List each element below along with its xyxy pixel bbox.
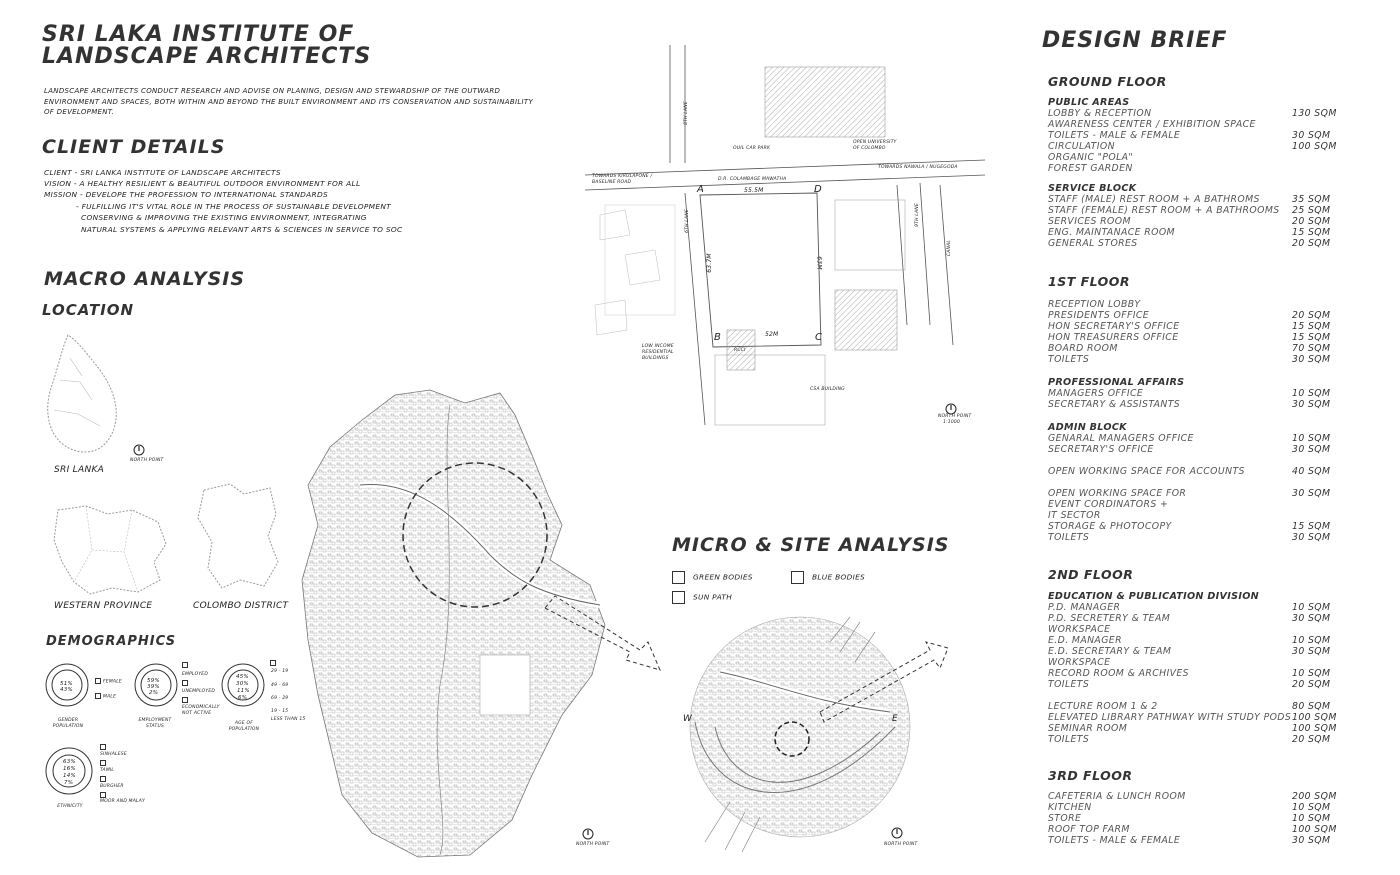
brief-row bbox=[1048, 238, 1368, 249]
ethnicity-legend-1 bbox=[100, 744, 108, 752]
brief-row bbox=[1048, 532, 1368, 543]
row-area: 20 SQM bbox=[1292, 734, 1331, 745]
legend-sun-label: SUN PATH bbox=[693, 592, 733, 602]
ethnicity-value-2: 16% bbox=[63, 766, 76, 772]
client-line-4: - FULFILLING IT'S VITAL ROLE IN THE PROCESS OF SUSTAINABLE DEVELOPMENT bbox=[76, 202, 391, 211]
client-line-3: MISSION - DEVELOPE THE PROFESSION TO INTERNATIONAL STANDARDS bbox=[44, 190, 328, 199]
site-north-label: NORTH POINT bbox=[938, 414, 972, 419]
sri-lanka-map bbox=[40, 330, 130, 460]
brief-row bbox=[1048, 712, 1368, 723]
brief-row bbox=[1048, 701, 1368, 712]
row-area: 100 SQM bbox=[1292, 141, 1337, 152]
row-label: IT SECTOR bbox=[1048, 510, 1101, 521]
row-label: HON SECRETARY'S OFFICE bbox=[1048, 321, 1180, 332]
row-label: KITCHEN bbox=[1048, 802, 1092, 813]
brief-row bbox=[1048, 734, 1368, 745]
floor-title: 1ST FLOOR bbox=[1048, 274, 1131, 289]
row-label: TOILETS bbox=[1048, 734, 1090, 745]
row-area: 20 SQM bbox=[1292, 216, 1331, 227]
brief-row bbox=[1048, 813, 1368, 824]
site-point-b: B bbox=[714, 332, 721, 343]
legend-box bbox=[182, 697, 188, 703]
brief-row bbox=[1048, 141, 1368, 152]
row-area: 30 SQM bbox=[1292, 444, 1331, 455]
row-label: BOARD ROOM bbox=[1048, 343, 1118, 354]
colombo-district-label: COLOMBO DISTRICT bbox=[193, 601, 289, 611]
group-title: PUBLIC AREAS bbox=[1048, 97, 1130, 108]
ethnicity-value-3: 14% bbox=[63, 773, 76, 779]
row-label: WORKSPACE bbox=[1048, 657, 1111, 668]
age-value-1: 45% bbox=[236, 674, 249, 680]
age-value-4: 6% bbox=[238, 695, 248, 701]
legend-box bbox=[182, 680, 188, 686]
brief-row bbox=[1048, 477, 1368, 488]
row-area: 25 SQM bbox=[1292, 205, 1331, 216]
brief-row bbox=[1048, 488, 1368, 499]
site-dim-left: 63.7M bbox=[705, 253, 713, 273]
legend-box bbox=[95, 678, 101, 684]
site-dim-right: 63M bbox=[815, 256, 823, 270]
lane-left-label: 6TH LANE bbox=[684, 209, 690, 233]
legend-green bbox=[672, 571, 753, 584]
university-label: OPEN UNIVERSITY OF COLOMBO bbox=[853, 140, 897, 151]
employment-legend-2 bbox=[182, 680, 190, 688]
legend-box bbox=[100, 792, 106, 798]
checkbox bbox=[672, 571, 685, 584]
row-area: 35 SQM bbox=[1292, 194, 1331, 205]
legend-box bbox=[100, 776, 106, 782]
age-legend-c: 69 - 29 bbox=[271, 696, 289, 701]
micro-north-label: NORTH POINT bbox=[884, 842, 918, 847]
north-point-icon bbox=[133, 444, 145, 456]
legend-blue-label: BLUE BODIES bbox=[812, 572, 866, 582]
row-label: CIRCULATION bbox=[1048, 141, 1115, 152]
row-area: 30 SQM bbox=[1292, 835, 1331, 846]
row-label: EVENT CORDINATORS + bbox=[1048, 499, 1169, 510]
brief-row bbox=[1048, 163, 1368, 174]
brief-row bbox=[1048, 690, 1368, 701]
row-label: TOILETS bbox=[1048, 679, 1090, 690]
brief-third bbox=[1048, 768, 1368, 846]
client-heading: CLIENT DETAILS bbox=[42, 136, 226, 158]
north-point-icon bbox=[580, 826, 596, 842]
row-label: OPEN WORKING SPACE FOR ACCOUNTS bbox=[1048, 466, 1245, 477]
row-label: SECRETARY'S OFFICE bbox=[1048, 444, 1154, 455]
row-area: 200 SQM bbox=[1292, 791, 1337, 802]
micro-site-map bbox=[690, 612, 970, 852]
east-label: E bbox=[892, 714, 898, 724]
row-area: 30 SQM bbox=[1292, 354, 1331, 365]
row-area: 30 SQM bbox=[1292, 399, 1331, 410]
brief-second bbox=[1048, 567, 1368, 745]
intro-text: LANDSCAPE ARCHITECTS CONDUCT RESEARCH AND ADVISE ON PLANING, DESIGN AND STEWARDSHIP OF THE OUTWARD ENVIRONMENT AND SPACES, BOTH WITHIN AND BEYOND THE BUILT ENVIRONMENT AND ITS CONSERVATION AND SUSTAINABILITY OF DEVELOPMENT. bbox=[44, 87, 534, 116]
brief-row bbox=[1048, 194, 1368, 205]
west-label: W bbox=[683, 714, 692, 724]
legend-box bbox=[270, 660, 276, 666]
row-area: 100 SQM bbox=[1292, 723, 1337, 734]
brief-row bbox=[1048, 624, 1368, 635]
age-legend-b: 49 - 69 bbox=[271, 683, 289, 688]
floor-title: 2ND FLOOR bbox=[1048, 567, 1134, 582]
location-heading: LOCATION bbox=[42, 301, 135, 319]
row-label: FOREST GARDEN bbox=[1048, 163, 1133, 174]
road-left-label: TOWARDS KIRULAPONE / BASELINE ROAD bbox=[592, 174, 653, 185]
low-income-label: LOW INCOME RESIDENTIAL BUILDINGS bbox=[642, 344, 674, 361]
row-label: TOILETS - MALE & FEMALE bbox=[1048, 130, 1181, 141]
brief-row bbox=[1048, 444, 1368, 455]
brief-row bbox=[1048, 668, 1368, 679]
checkbox bbox=[672, 591, 685, 604]
row-area: 10 SQM bbox=[1292, 635, 1331, 646]
group-title: PROFESSIONAL AFFAIRS bbox=[1048, 377, 1185, 388]
row-label: ROOF TOP FARM bbox=[1048, 824, 1130, 835]
row-area: 10 SQM bbox=[1292, 802, 1331, 813]
row-label: TOILETS - MALE & FEMALE bbox=[1048, 835, 1181, 846]
row-area: 130 SQM bbox=[1292, 108, 1337, 119]
row-area: 10 SQM bbox=[1292, 668, 1331, 679]
road-right-label: TOWARDS NAWALA / NUGEGODA bbox=[878, 165, 958, 170]
brief-row bbox=[1048, 455, 1368, 466]
row-label: LECTURE ROOM 1 & 2 bbox=[1048, 701, 1158, 712]
row-label: MANAGERS OFFICE bbox=[1048, 388, 1144, 399]
gender-legend-male: MALE bbox=[103, 694, 117, 700]
csa-label: CSA BUILDING bbox=[810, 387, 845, 392]
age-legend-e: LESS THAN 15 bbox=[271, 717, 306, 722]
employment-value-3: 2% bbox=[149, 690, 159, 696]
brief-row bbox=[1048, 433, 1368, 444]
row-area: 30 SQM bbox=[1292, 613, 1331, 624]
brief-row bbox=[1048, 521, 1368, 532]
row-area: 30 SQM bbox=[1292, 532, 1331, 543]
client-line-5: CONSERVING & IMPROVING THE EXISTING ENVIRONMENT, INTEGRATING bbox=[81, 213, 367, 222]
site-dim-bottom: 52M bbox=[765, 331, 779, 338]
row-label: GENERAL STORES bbox=[1048, 238, 1138, 249]
ethnicity-value-4: 7% bbox=[64, 780, 74, 786]
row-label: E.D. SECRETARY & TEAM bbox=[1048, 646, 1172, 657]
north-point-icon bbox=[890, 826, 904, 840]
rcci-label: RCCI bbox=[734, 348, 746, 353]
brief-row bbox=[1048, 466, 1368, 477]
brief-row bbox=[1048, 227, 1368, 238]
row-label: RECEPTION LOBBY bbox=[1048, 299, 1141, 310]
lane-top-label: 8TH LANE bbox=[683, 101, 689, 125]
brief-row bbox=[1048, 679, 1368, 690]
employment-value-1: 59% bbox=[147, 678, 160, 684]
group-title: EDUCATION & PUBLICATION DIVISION bbox=[1048, 591, 1259, 602]
legend-box bbox=[95, 693, 101, 699]
row-area: 10 SQM bbox=[1292, 433, 1331, 444]
row-area: 30 SQM bbox=[1292, 130, 1331, 141]
row-area: 15 SQM bbox=[1292, 321, 1331, 332]
row-area: 70 SQM bbox=[1292, 343, 1331, 354]
western-province-label: WESTERN PROVINCE bbox=[54, 601, 153, 611]
row-area: 100 SQM bbox=[1292, 824, 1337, 835]
row-area: 10 SQM bbox=[1292, 813, 1331, 824]
brief-row bbox=[1048, 216, 1368, 227]
brief-row bbox=[1048, 602, 1368, 613]
site-point-d: D bbox=[814, 184, 822, 195]
row-label: WORKSPACE bbox=[1048, 624, 1111, 635]
checkbox bbox=[791, 571, 804, 584]
client-line-1: CLIENT - SRI LANKA INSTITUTE OF LANDSCAPE ARCHITECTS bbox=[44, 168, 281, 177]
page-title-line1: SRI LAKA INSTITUTE OF bbox=[42, 22, 355, 47]
row-label: SERVICES ROOM bbox=[1048, 216, 1131, 227]
brief-row bbox=[1048, 321, 1368, 332]
brief-row bbox=[1048, 635, 1368, 646]
row-label: GENARAL MANAGERS OFFICE bbox=[1048, 433, 1194, 444]
row-area: 80 SQM bbox=[1292, 701, 1331, 712]
row-label: LOBBY & RECEPTION bbox=[1048, 108, 1152, 119]
brief-row bbox=[1048, 835, 1368, 846]
row-label: TOILETS bbox=[1048, 532, 1090, 543]
brief-row bbox=[1048, 119, 1368, 130]
employment-caption: EMPLOYMENT STATUS bbox=[138, 718, 172, 729]
row-area: 30 SQM bbox=[1292, 646, 1331, 657]
row-area: 10 SQM bbox=[1292, 602, 1331, 613]
row-label: HON TREASURERS OFFICE bbox=[1048, 332, 1179, 343]
western-province-map bbox=[48, 500, 178, 600]
north-point-label: NORTH POINT bbox=[130, 458, 164, 463]
brief-row bbox=[1048, 310, 1368, 321]
row-area: 20 SQM bbox=[1292, 310, 1331, 321]
ethnicity-legend-3 bbox=[100, 776, 108, 784]
row-label: TOILETS bbox=[1048, 354, 1090, 365]
brief-row bbox=[1048, 510, 1368, 521]
brief-row bbox=[1048, 657, 1368, 668]
row-label: P.D. SECRETERY & TEAM bbox=[1048, 613, 1171, 624]
colombo-district-map bbox=[190, 478, 290, 598]
ethnicity-legend-d: MOOR AND MALAY bbox=[100, 799, 145, 804]
sri-lanka-label: SRI LANKA bbox=[54, 465, 105, 475]
client-line-2: VISION - A HEALTHY RESILIENT & BEAUTIFUL OUTDOOR ENVIRONMENT FOR ALL bbox=[44, 179, 361, 188]
design-brief-heading: DESIGN BRIEF bbox=[1042, 28, 1228, 53]
brief-row bbox=[1048, 791, 1368, 802]
row-label: STORAGE & PHOTOCOPY bbox=[1048, 521, 1172, 532]
gender-caption: GENDER POPULATION bbox=[52, 718, 84, 729]
legend-sun bbox=[672, 591, 732, 604]
row-label: STAFF (FEMALE) REST ROOM + A BATHROOMS bbox=[1048, 205, 1280, 216]
row-label: P.D. MANAGER bbox=[1048, 602, 1121, 613]
floor-title: 3RD FLOOR bbox=[1048, 768, 1133, 783]
row-label: ORGANIC "POLA" bbox=[1048, 152, 1134, 163]
employment-legend-3 bbox=[182, 697, 190, 705]
ethnicity-value-1: 63% bbox=[63, 759, 76, 765]
site-point-a: A bbox=[697, 184, 704, 195]
group-title: SERVICE BLOCK bbox=[1048, 183, 1137, 194]
gender-legend-female: FEMALE bbox=[103, 679, 122, 685]
site-plan bbox=[585, 45, 1005, 435]
row-label: AWARENESS CENTER / EXHIBITION SPACE bbox=[1048, 119, 1256, 130]
brief-row bbox=[1048, 152, 1368, 163]
site-dim-top: 55.5M bbox=[744, 187, 764, 194]
employment-value-2: 39% bbox=[147, 684, 160, 690]
brief-row bbox=[1048, 399, 1368, 410]
row-area: 40 SQM bbox=[1292, 466, 1331, 477]
canal-label: CANAL bbox=[947, 239, 953, 257]
employment-legend-employed: EMPLOYED bbox=[182, 672, 209, 677]
row-area: 100 SQM bbox=[1292, 712, 1337, 723]
brief-row bbox=[1048, 108, 1368, 119]
legend-box bbox=[100, 760, 106, 766]
site-scale-label: 1:1000 bbox=[943, 420, 961, 425]
brief-row bbox=[1048, 343, 1368, 354]
employment-legend-notactive: ECONOMICALLY NOT ACTIVE bbox=[182, 705, 220, 716]
row-area: 30 SQM bbox=[1292, 488, 1331, 499]
employment-legend-unemployed: UNEMPLOYED bbox=[182, 689, 216, 694]
ethnicity-caption: ETHNICITY bbox=[57, 804, 83, 809]
row-area: 15 SQM bbox=[1292, 227, 1331, 238]
age-legend-a: 29 - 19 bbox=[271, 669, 289, 674]
brief-row bbox=[1048, 824, 1368, 835]
row-label: SECRETARY & ASSISTANTS bbox=[1048, 399, 1181, 410]
micro-heading: MICRO & SITE ANALYSIS bbox=[672, 534, 950, 556]
ethnicity-legend-2 bbox=[100, 760, 108, 768]
row-label: STORE bbox=[1048, 813, 1082, 824]
brief-row bbox=[1048, 388, 1368, 399]
brief-row bbox=[1048, 613, 1368, 624]
row-label: PRESIDENTS OFFICE bbox=[1048, 310, 1150, 321]
row-area: 15 SQM bbox=[1292, 521, 1331, 532]
gender-legend bbox=[95, 678, 122, 686]
age-value-3: 11% bbox=[237, 688, 250, 694]
row-area: 20 SQM bbox=[1292, 679, 1331, 690]
row-label: CAFETERIA & LUNCH ROOM bbox=[1048, 791, 1186, 802]
age-value-2: 30% bbox=[236, 681, 249, 687]
legend-box bbox=[182, 662, 188, 668]
age-caption: AGE OF POPULATION bbox=[228, 721, 260, 732]
row-label: STAFF (MALE) REST ROOM + A BATHROMS bbox=[1048, 194, 1260, 205]
brief-row bbox=[1048, 332, 1368, 343]
brief-first bbox=[1048, 274, 1368, 543]
legend-box bbox=[100, 744, 106, 750]
legend-green-label: GREEN BODIES bbox=[693, 572, 753, 582]
row-label: RECORD ROOM & ARCHIVES bbox=[1048, 668, 1189, 679]
floor-title: GROUND FLOOR bbox=[1048, 74, 1167, 89]
main-road-label: D.R. COLAMBAGE MAWATHA bbox=[718, 177, 787, 182]
brief-row bbox=[1048, 646, 1368, 657]
row-label: SEMINAR ROOM bbox=[1048, 723, 1128, 734]
brief-row bbox=[1048, 723, 1368, 734]
car-park-label: OUIL CAR PARK bbox=[733, 146, 771, 151]
brief-row bbox=[1048, 205, 1368, 216]
row-label: OPEN WORKING SPACE FOR bbox=[1048, 488, 1187, 499]
row-area: 10 SQM bbox=[1292, 388, 1331, 399]
brief-row bbox=[1048, 130, 1368, 141]
gender-value-1: 51% bbox=[60, 681, 73, 687]
row-area: 15 SQM bbox=[1292, 332, 1331, 343]
brief-row bbox=[1048, 802, 1368, 813]
legend-blue bbox=[791, 571, 865, 584]
employment-legend-1 bbox=[182, 662, 190, 670]
brief-row bbox=[1048, 354, 1368, 365]
zoom-arrow-left bbox=[540, 600, 670, 690]
ethnicity-legend-b: TAMIL bbox=[100, 768, 115, 773]
row-label: E.D. MANAGER bbox=[1048, 635, 1122, 646]
row-area: 20 SQM bbox=[1292, 238, 1331, 249]
demographics-heading: DEMOGRAPHICS bbox=[46, 634, 177, 649]
brief-row bbox=[1048, 299, 1368, 310]
row-label: ELEVATED LIBRARY PATHWAY WITH STUDY PODS bbox=[1048, 712, 1292, 723]
client-line-6: NATURAL SYSTEMS & APPLYING RELEVANT ARTS & SCIENCES IN SERVICE TO SOC bbox=[81, 225, 403, 234]
age-legend-1 bbox=[270, 660, 278, 668]
gender-value-2: 43% bbox=[60, 687, 73, 693]
ethnicity-legend-c: BURGHER bbox=[100, 784, 124, 789]
row-label: ENG. MAINTANACE ROOM bbox=[1048, 227, 1175, 238]
lane-right-label: 9TH LANE bbox=[914, 203, 920, 227]
site-point-c: C bbox=[815, 332, 822, 343]
gender-legend-2 bbox=[95, 693, 116, 701]
group-title: ADMIN BLOCK bbox=[1048, 422, 1127, 433]
age-legend-d: 19 - 15 bbox=[271, 709, 289, 714]
north-point-label: NORTH POINT bbox=[576, 842, 610, 847]
brief-row bbox=[1048, 499, 1368, 510]
ethnicity-legend-a: SINHALESE bbox=[100, 752, 127, 757]
macro-heading: MACRO ANALYSIS bbox=[44, 268, 246, 290]
page-title-line2: LANDSCAPE ARCHITECTS bbox=[42, 44, 372, 69]
brief-ground bbox=[1048, 74, 1368, 249]
